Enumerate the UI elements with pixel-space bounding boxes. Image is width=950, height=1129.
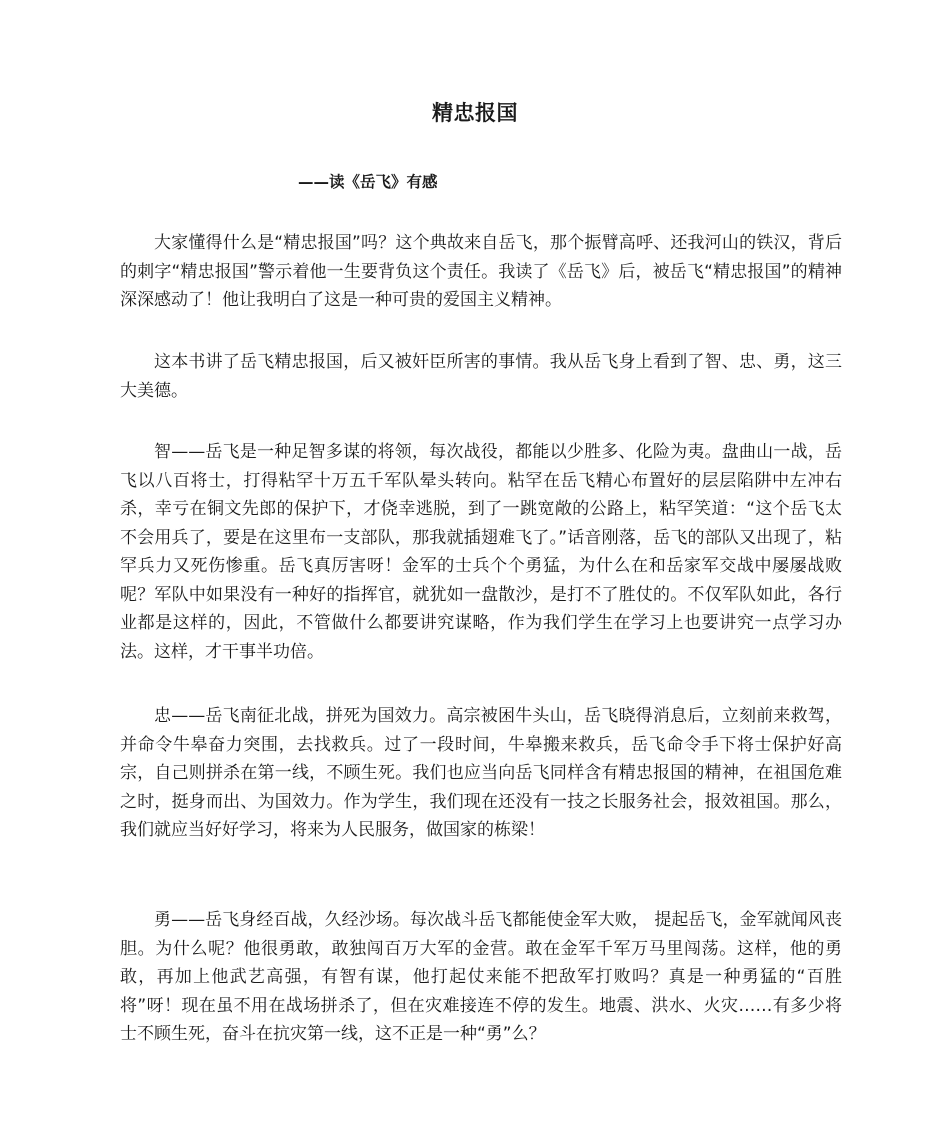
page-title: 精忠报国: [432, 101, 518, 125]
paragraph-courage: 勇——岳飞身经百战，久经沙场。每次战斗岳飞都能使金军大败， 提起岳飞，金军就闻风丧胆。为什么呢？他很勇敢，敢独闯百万大军的金营。敢在金军千军万马里闯荡。这样，他的勇敢，再加上他武艺高强，有智有谋，他打起仗来能不把敌军打败吗？真是一种勇猛的“百胜将”呀！现在虽不用在战场拼杀了，但在灾难接连不停的发生。地震、洪水、火灾……有多少将士不顾生死，奋斗在抗灾第一线，这不正是一种“勇”么？: [120, 910, 842, 1044]
paragraph-wisdom: 智——岳飞是一种足智多谋的将领，每次战役，都能以少胜多、化险为夷。盘曲山一战，岳飞以八百将士，打得粘罕十万五千军队晕头转向。粘罕在岳飞精心布置好的层层陷阱中左冲右杀，幸亏在铜文先郎的保护下，才侥幸逃脱，到了一跳宽敞的公路上，粘罕笑道：“这个岳飞太不会用兵了，要是在这里布一支部队，那我就插翅难飞了。”话音刚落，岳飞的部队又出现了，粘罕兵力又死伤惨重。岳飞真厉害呀！金军的士兵个个勇猛，为什么在和岳家军交战中屡屡战败呢？军队中如果没有一种好的指挥官，就犹如一盘散沙，是打不了胜仗的。不仅军队如此，各行业都是这样的，因此，不管做什么都要讲究谋略，作为我们学生在学习上也要讲究一点学习办法。这样，才干事半功倍。: [120, 442, 842, 662]
paragraph-loyalty: 忠——岳飞南征北战，拼死为国效力。高宗被困牛头山，岳飞晓得消息后，立刻前来救驾，并命令牛皋奋力突围，去找救兵。过了一段时间，牛皋搬来救兵，岳飞命令手下将士保护好高宗，自己则拼杀在第一线，不顾生死。我们也应当向岳飞同样含有精忠报国的精神，在祖国危难之时，挺身而出、为国效力。作为学生，我们现在还没有一技之长服务社会，报效祖国。那么，我们就应当好好学习，将来为人民服务，做国家的栋梁！: [120, 706, 842, 840]
paragraph-summary: 这本书讲了岳飞精忠报国，后又被奸臣所害的事情。我从岳飞身上看到了智、忠、勇，这三大美德。: [120, 352, 842, 401]
paragraph-intro: 大家懂得什么是“精忠报国”吗？这个典故来自岳飞，那个振臂高呼、还我河山的铁汉，背后的刺字“精忠报国”警示着他一生要背负这个责任。我读了《岳飞》后，被岳飞“精忠报国”的精神深深感动了！他让我明白了这是一种可贵的爱国主义精神。: [120, 233, 842, 310]
page-subtitle: ——读《岳飞》有感: [298, 173, 438, 191]
